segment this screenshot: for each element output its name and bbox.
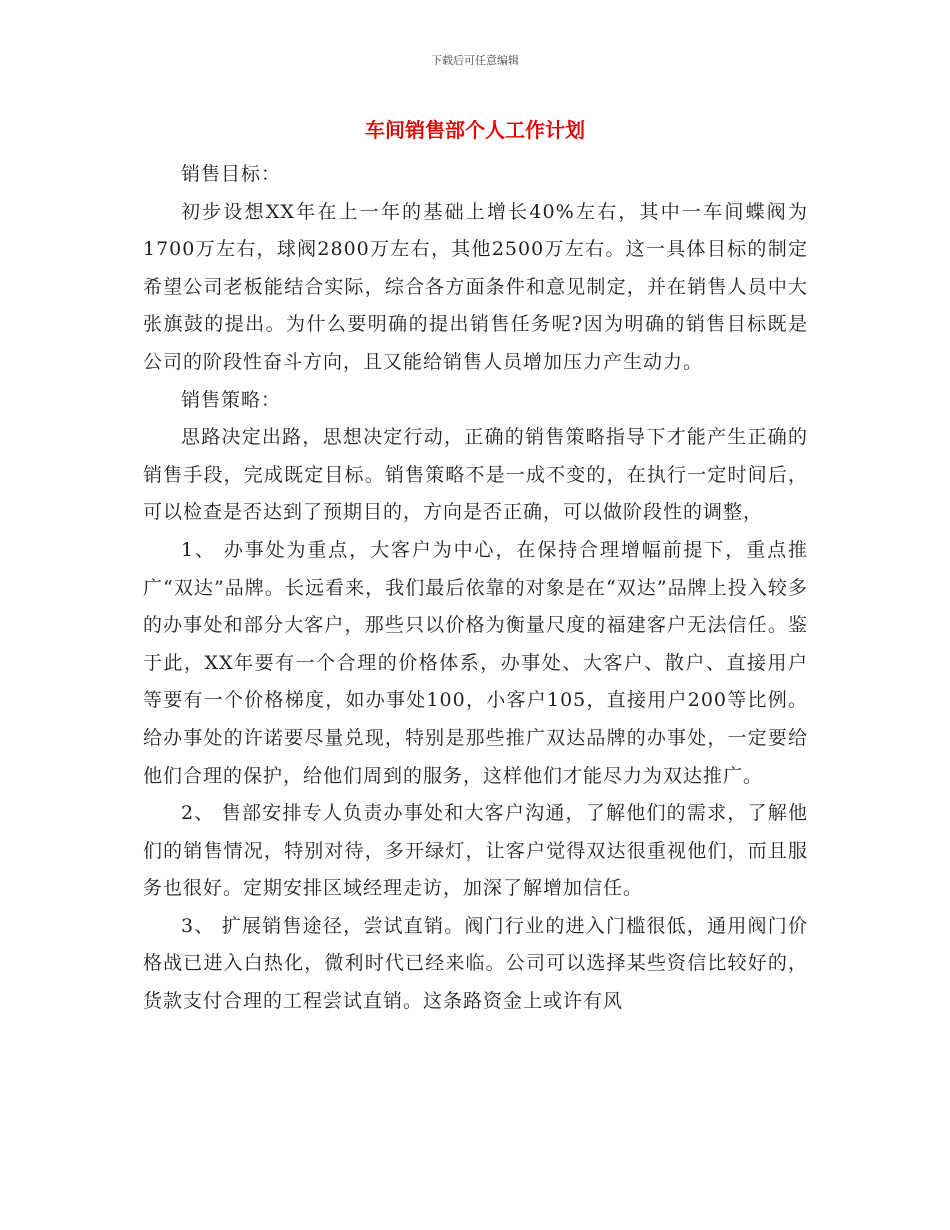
sales-strategy-heading: 销售策略： — [181, 388, 282, 411]
header-note: 下载后可任意编辑 — [431, 54, 519, 67]
strategy-item-1: 1、 办事处为重点，大客户为中心，在保持合理增幅前提下，重点推广“双达”品牌。长远看来，我们最后依靠的对象是在“双达”品牌上投入较多的办事处和部分大客户，那些只以价格为衡量尺度的福建客户无法信任。鉴于此，XX年要有一个合理的价格体系，办事处、大客户、散户、直接用户等要有一个价格梯度，如办事处100，小客户105，直接用户200等比例。给办事处的许诺要尽量兑现，特别是那些推广双达品牌的办事处，一定要给他们合理的保护，给他们周到的服务，这样他们才能尽力为双达推广。 — [143, 538, 808, 787]
strategy-item-3: 3、 扩展销售途径，尝试直销。阀门行业的进入门槛很低，通用阀门价格战已进入白热化，微利时代已经来临。公司可以选择某些资信比较好的，货款支付合理的工程尝试直销。这条路资金上或许有风 — [143, 914, 808, 1013]
sales-target-paragraph: 初步设想XX年在上一年的基础上增长40%左右，其中一车间蝶阀为1700万左右，球阀2800万左右，其他2500万左右。这一具体目标的制定希望公司老板能结合实际，综合各方面条件和意见制定，并在销售人员中大张旗鼓的提出。为什么要明确的提出销售任务呢?因为明确的销售目标既是公司的阶段性奋斗方向，且又能给销售人员增加压力产生动力。 — [143, 200, 808, 373]
document-title: 车间销售部个人工作计划 — [365, 118, 585, 142]
sales-strategy-paragraph: 思路决定出路，思想决定行动，正确的销售策略指导下才能产生正确的销售手段，完成既定目标。销售策略不是一成不变的，在执行一定时间后，可以检查是否达到了预期目的，方向是否正确，可以做阶段性的调整， — [143, 426, 808, 524]
strategy-item-2: 2、 售部安排专人负责办事处和大客户沟通，了解他们的需求，了解他们的销售情况，特别对待，多开绿灯，让客户觉得双达很重视他们，而且服务也很好。定期安排区域经理走访，加深了解增加信任。 — [143, 802, 808, 900]
document-body — [143, 156, 808, 1021]
sales-target-heading: 销售目标： — [181, 163, 282, 185]
